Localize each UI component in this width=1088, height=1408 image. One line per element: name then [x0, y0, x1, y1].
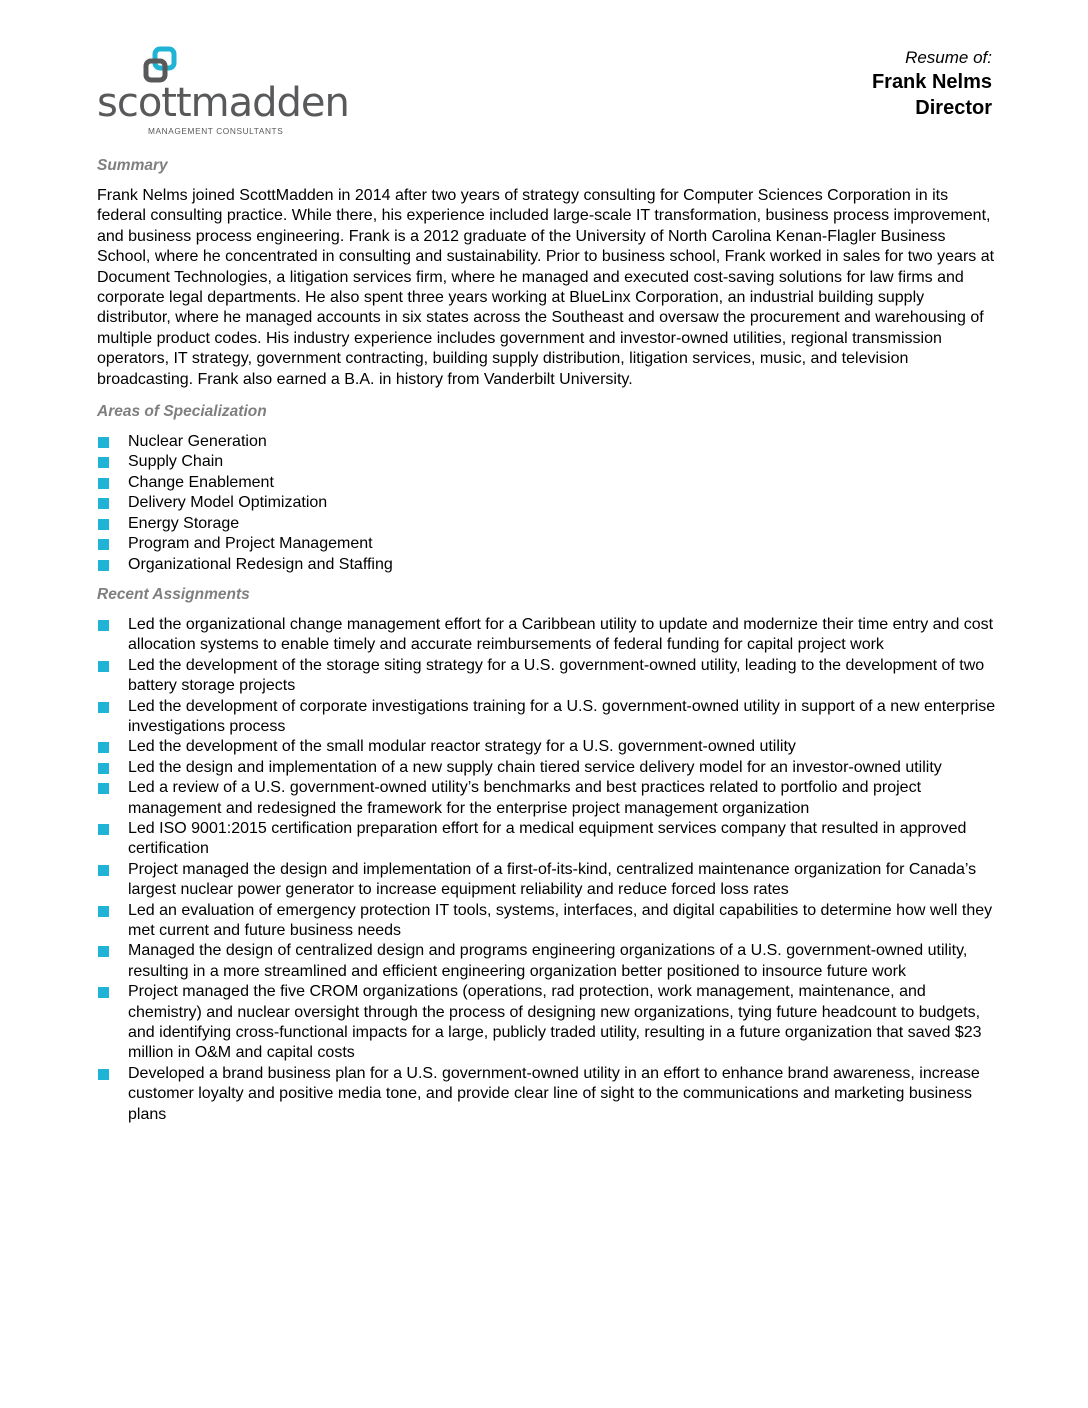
assignment-item-text: Developed a brand business plan for a U.S. government-owned utility in an effort to enhance brand awareness, increase customer loyalty and positive media tone, and provide clear line of sight to the communications and marketing business plans — [128, 1064, 980, 1123]
assignment-item-text: Led the development of the small modular reactor strategy for a U.S. government-owned utility — [128, 738, 796, 756]
square-bullet-icon — [98, 783, 109, 794]
specialization-item-text: Organizational Redesign and Staffing — [128, 555, 393, 573]
assignment-item — [97, 819, 998, 860]
specialization-item-text: Energy Storage — [128, 514, 240, 532]
square-bullet-icon — [98, 478, 109, 489]
assignment-item — [97, 941, 998, 982]
square-bullet-icon — [98, 763, 109, 774]
specialization-item — [97, 493, 997, 513]
assignment-item-text: Led the development of corporate investigations training for a U.S. government-owned utility in support of a new enterprise investigations process — [128, 697, 996, 735]
assignments-heading: Recent Assignments — [97, 585, 250, 603]
square-bullet-icon — [98, 560, 109, 571]
specialization-item — [97, 534, 997, 554]
specialization-item-text: Change Enablement — [128, 473, 274, 491]
square-bullet-icon — [98, 437, 109, 448]
resume-body — [97, 156, 997, 1135]
square-bullet-icon — [98, 702, 109, 713]
specialization-item — [97, 473, 997, 493]
specialization-list — [97, 432, 997, 575]
square-bullet-icon — [98, 1069, 109, 1080]
specialization-item-text: Supply Chain — [128, 453, 224, 471]
assignments-list — [97, 615, 997, 1125]
assignment-item-text: Led a review of a U.S. government-owned utility’s benchmarks and best practices related to portfolio and project management and redesigned the framework for the enterprise project management organization — [128, 779, 922, 817]
square-bullet-icon — [98, 865, 109, 876]
square-bullet-icon — [98, 987, 109, 998]
company-logo — [97, 46, 349, 136]
assignment-item-text: Project managed the design and implementation of a first-of-its-kind, centralized maintenance organization for Canada’s largest nuclear power generator to increase equipment reliability and reduce forced loss rates — [128, 860, 977, 899]
assignment-item — [97, 982, 998, 1064]
specialization-item-text: Program and Project Management — [128, 535, 373, 553]
assignment-item — [97, 1064, 998, 1125]
assignment-item — [97, 737, 998, 757]
assignment-item — [97, 758, 998, 778]
resume-header — [872, 47, 992, 121]
assignment-item — [97, 901, 998, 942]
square-bullet-icon — [98, 498, 109, 509]
person-title: Director — [915, 97, 992, 119]
specialization-item — [97, 452, 997, 472]
logo-tagline: MANAGEMENT CONSULTANTS — [148, 126, 284, 136]
square-bullet-icon — [98, 906, 109, 917]
square-bullet-icon — [98, 946, 109, 957]
logo-wordmark: scottmadden — [97, 80, 349, 126]
assignment-item-text: Led ISO 9001:2015 certification preparation effort for a medical equipment services company that resulted in approved certification — [128, 819, 967, 858]
square-bullet-icon — [98, 519, 109, 530]
square-bullet-icon — [98, 620, 109, 631]
assignment-item — [97, 697, 998, 738]
square-bullet-icon — [98, 661, 109, 672]
assignment-item-text: Led the design and implementation of a new supply chain tiered service delivery model for an investor-owned utility — [128, 758, 942, 776]
assignment-item-text: Led an evaluation of emergency protection IT tools, systems, interfaces, and digital capabilities to determine how well they met current and future business needs — [128, 901, 993, 939]
assignment-item — [97, 656, 998, 697]
assignment-item-text: Led the organizational change management effort for a Caribbean utility to update and modernize their time entry and cost allocation systems to enable timely and accurate reimbursements of federal funding for capital project work — [128, 615, 994, 654]
square-bullet-icon — [98, 539, 109, 550]
assignment-item-text: Managed the design of centralized design and programs engineering organizations of a U.S. government-owned utility, resulting in a more streamlined and efficient engineering organization better positioned to insource future work — [128, 942, 968, 980]
specialization-item — [97, 432, 997, 452]
summary-text: Frank Nelms joined ScottMadden in 2014 after two years of strategy consulting for Computer Sciences Corporation in its federal consulting practice. While there, his experience included large-scale IT transformation, business process improvement, and business process engineering. Frank is a 2012 graduate of the University of North Carolina Kenan-Flagler Business School, where he concentrated in consulting and sustainability. Prior to business school, Frank worked in sales for two years at Document Technologies, a litigation services firm, where he managed and executed cost-saving solutions for law firms and corporate legal departments. He also spent three years working at BlueLinx Corporation, an industrial building supply distributor, where he managed accounts in six states across the Southeast and oversaw the procurement and warehousing of multiple product codes. His industry experience includes government and investor-owned utilities, regional transmission operators, IT strategy, government contracting, building supply distribution, litigation services, music, and television broadcasting. Frank also earned a B.A. in history from Vanderbilt University. — [97, 187, 995, 388]
square-bullet-icon — [98, 457, 109, 468]
specialization-item — [97, 514, 997, 534]
assignment-item-text: Led the development of the storage siting strategy for a U.S. government-owned utility, leading to the development of two battery storage projects — [128, 656, 985, 695]
specialization-item — [97, 555, 997, 575]
assignment-item — [97, 615, 998, 656]
person-name: Frank Nelms — [871, 71, 992, 93]
specialization-item-text: Nuclear Generation — [128, 433, 267, 451]
assignment-item — [97, 860, 998, 901]
summary-heading: Summary — [97, 157, 168, 174]
assignment-item-text: Project managed the five CROM organizations (operations, rad protection, work management, maintenance, and chemistry) and nuclear oversight through the process of designing new organizations, tying future headcount to budgets, and identifying cross-functional impacts for a large, publicly traded utility, resulting in a future organization that saved $23 million in O&M and capital costs — [128, 983, 982, 1062]
specialization-heading: Areas of Specialization — [97, 403, 267, 421]
assignment-item — [97, 778, 998, 819]
square-bullet-icon — [98, 824, 109, 835]
resume-of-label: Resume of: — [905, 48, 992, 67]
specialization-item-text: Delivery Model Optimization — [128, 494, 328, 512]
square-bullet-icon — [98, 742, 109, 753]
